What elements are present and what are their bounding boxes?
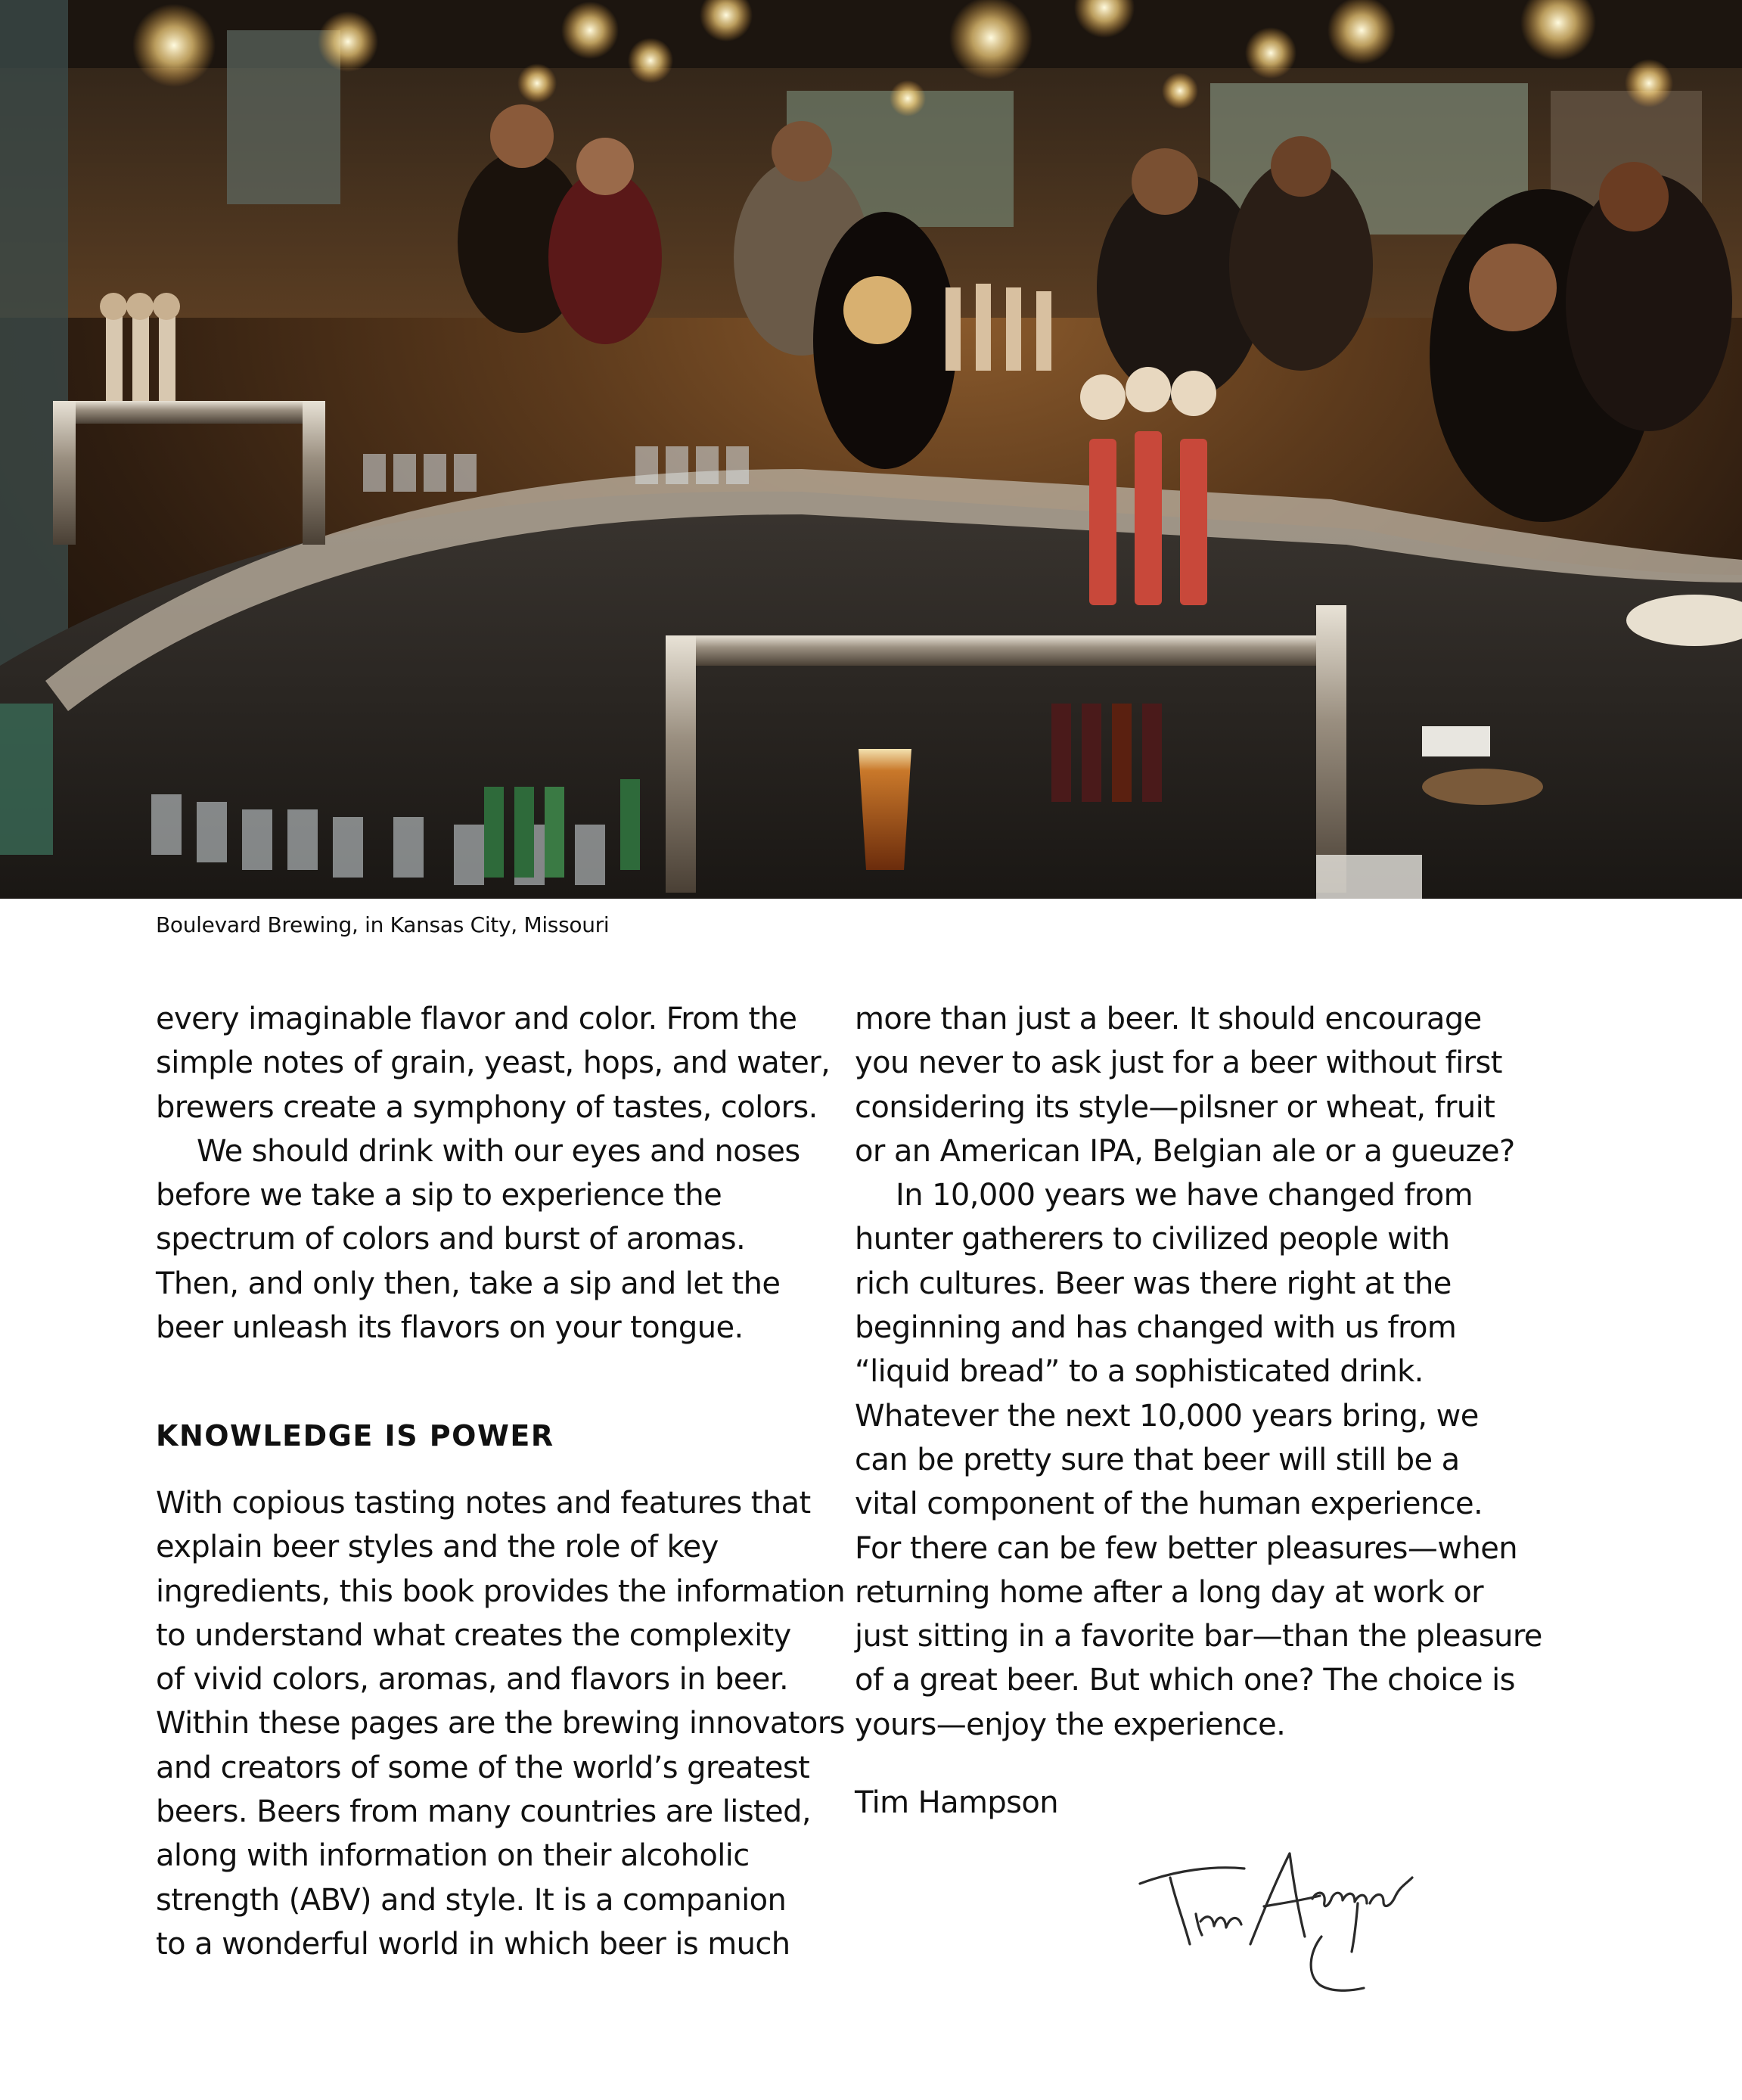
body-line: can be pretty sure that beer will still be a xyxy=(855,1442,1460,1477)
body-line: considering its style—pilsner or wheat, fruit xyxy=(855,1089,1495,1125)
body-line: or an American IPA, Belgian ale or a gueuze? xyxy=(855,1133,1515,1169)
bar-photo xyxy=(0,0,1742,899)
body-line: you never to ask just for a beer without first xyxy=(855,1045,1502,1081)
body-line: every imaginable flavor and color. From the xyxy=(156,1002,797,1036)
body-line: and creators of some of the world’s greatest xyxy=(156,1750,810,1785)
body-line-paragraph-start: We should drink with our eyes and noses xyxy=(197,1133,800,1169)
body-line-paragraph-start: In 10,000 years we have changed from xyxy=(896,1178,1473,1213)
body-line: returning home after a long day at work or xyxy=(855,1574,1484,1610)
photo-caption: Boulevard Brewing, in Kansas City, Missouri xyxy=(156,912,610,937)
body-line: strength (ABV) and style. It is a companion xyxy=(156,1882,787,1918)
body-line: explain beer styles and the role of key xyxy=(156,1530,719,1565)
napkin-stack xyxy=(1422,726,1490,756)
body-line: beer unleash its flavors on your tongue. xyxy=(156,1310,744,1346)
section-column xyxy=(156,1481,846,1966)
body-line: beginning and has changed with us from xyxy=(855,1310,1457,1346)
body-line: beers. Beers from many countries are listed, xyxy=(156,1794,812,1830)
intro-column xyxy=(156,997,837,1350)
body-line: “liquid bread” to a sophisticated drink. xyxy=(855,1354,1424,1390)
bowl-of-nuts xyxy=(1422,769,1543,805)
section-heading: KNOWLEDGE IS POWER xyxy=(156,1419,554,1452)
body-line: to understand what creates the complexity xyxy=(156,1617,791,1653)
body-line: simple notes of grain, yeast, hops, and water, xyxy=(156,1045,831,1081)
body-line: of vivid colors, aromas, and flavors in beer. xyxy=(156,1662,789,1698)
body-line: Then, and only then, take a sip and let the xyxy=(156,1266,781,1301)
body-line: Within these pages are the brewing innovators xyxy=(156,1706,845,1741)
body-line: With copious tasting notes and features that xyxy=(156,1486,811,1521)
author-signature xyxy=(1131,1831,1426,1997)
body-line: hunter gatherers to civilized people with xyxy=(855,1222,1450,1257)
bar-photo-illustration xyxy=(0,0,1742,899)
body-line: more than just a beer. It should encourage xyxy=(855,1002,1482,1036)
body-line: ingredients, this book provides the information xyxy=(156,1573,846,1609)
body-line: just sitting in a favorite bar—than the pleasure xyxy=(855,1619,1542,1654)
body-line: vital component of the human experience. xyxy=(855,1486,1483,1522)
body-line: brewers create a symphony of tastes, colors. xyxy=(156,1089,818,1125)
beer-glass xyxy=(859,749,911,870)
body-line: For there can be few better pleasures—when xyxy=(855,1530,1517,1566)
body-line: spectrum of colors and burst of aromas. xyxy=(156,1222,746,1257)
body-line: Whatever the next 10,000 years bring, we xyxy=(855,1398,1479,1434)
left-tap-tower xyxy=(53,293,325,545)
right-column xyxy=(855,997,1542,1747)
body-line: of a great beer. But which one? The choice is xyxy=(855,1663,1515,1698)
body-line: before we take a sip to experience the xyxy=(156,1178,722,1213)
body-line: yours—enjoy the experience. xyxy=(855,1707,1286,1742)
body-line: to a wonderful world in which beer is much xyxy=(156,1926,790,1962)
body-line: rich cultures. Beer was there right at the xyxy=(855,1266,1452,1301)
body-line: along with information on their alcoholic xyxy=(156,1838,750,1874)
author-name: Tim Hampson xyxy=(855,1785,1059,1820)
